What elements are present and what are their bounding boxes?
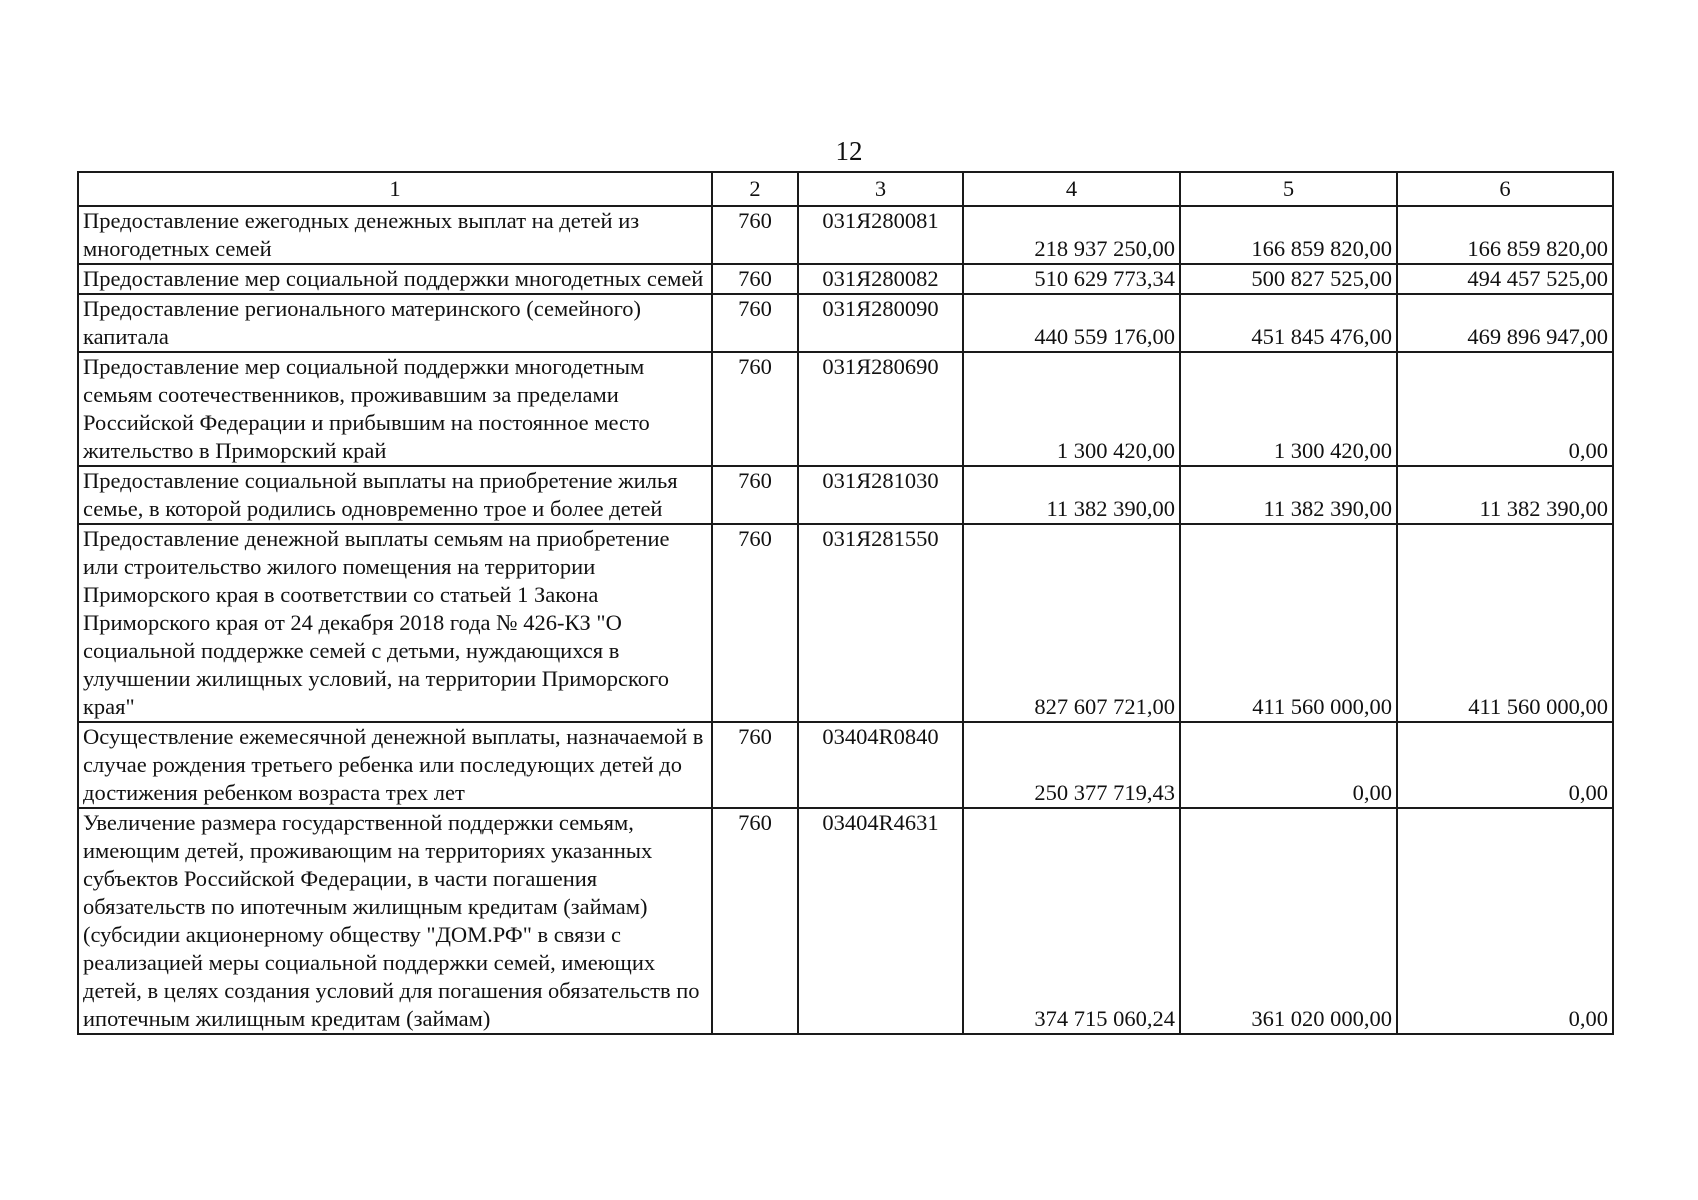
column-header-1: 1 (78, 172, 712, 206)
row-name: Осуществление ежемесячной денежной выплаты, назначаемой в случае рождения третьего ребенка или последующих детей до достижения ребенком возраста трех лет (78, 722, 712, 808)
row-code: 760 (712, 466, 798, 524)
row-target: 031Я281030 (798, 466, 963, 524)
row-name: Предоставление регионального материнского (семейного) капитала (78, 294, 712, 352)
table-row (78, 206, 1613, 264)
row-value-6: 411 560 000,00 (1397, 524, 1613, 722)
row-code: 760 (712, 206, 798, 264)
table-row (78, 466, 1613, 524)
row-target: 031Я281550 (798, 524, 963, 722)
row-name: Предоставление ежегодных денежных выплат на детей из многодетных семей (78, 206, 712, 264)
table-row (78, 264, 1613, 294)
page-number: 12 (835, 136, 863, 166)
column-header-3: 3 (798, 172, 963, 206)
row-value-6: 166 859 820,00 (1397, 206, 1613, 264)
row-code: 760 (712, 524, 798, 722)
row-target: 031Я280082 (798, 264, 963, 294)
row-value-6: 469 896 947,00 (1397, 294, 1613, 352)
row-value-4: 510 629 773,34 (963, 264, 1180, 294)
row-target: 031Я280081 (798, 206, 963, 264)
row-value-4: 250 377 719,43 (963, 722, 1180, 808)
row-value-5: 166 859 820,00 (1180, 206, 1397, 264)
budget-table (77, 171, 1614, 1035)
table-header-row (78, 172, 1613, 206)
row-target: 031Я280090 (798, 294, 963, 352)
table-row (78, 294, 1613, 352)
row-value-6: 494 457 525,00 (1397, 264, 1613, 294)
row-value-4: 218 937 250,00 (963, 206, 1180, 264)
column-header-6: 6 (1397, 172, 1613, 206)
row-code: 760 (712, 722, 798, 808)
table-row (78, 524, 1613, 722)
row-value-5: 361 020 000,00 (1180, 808, 1397, 1034)
row-value-4: 827 607 721,00 (963, 524, 1180, 722)
row-value-5: 0,00 (1180, 722, 1397, 808)
row-name: Предоставление социальной выплаты на приобретение жилья семье, в которой родились одновременно трое и более детей (78, 466, 712, 524)
row-value-6: 11 382 390,00 (1397, 466, 1613, 524)
column-header-5: 5 (1180, 172, 1397, 206)
table-row (78, 722, 1613, 808)
row-code: 760 (712, 808, 798, 1034)
row-value-6: 0,00 (1397, 352, 1613, 466)
row-name: Предоставление мер социальной поддержки многодетных семей (78, 264, 712, 294)
row-value-6: 0,00 (1397, 808, 1613, 1034)
row-value-4: 374 715 060,24 (963, 808, 1180, 1034)
row-value-6: 0,00 (1397, 722, 1613, 808)
column-header-4: 4 (963, 172, 1180, 206)
row-code: 760 (712, 264, 798, 294)
row-code: 760 (712, 352, 798, 466)
row-value-5: 411 560 000,00 (1180, 524, 1397, 722)
row-value-5: 451 845 476,00 (1180, 294, 1397, 352)
row-target: 03404R4631 (798, 808, 963, 1034)
row-value-4: 1 300 420,00 (963, 352, 1180, 466)
row-value-5: 500 827 525,00 (1180, 264, 1397, 294)
row-target: 031Я280690 (798, 352, 963, 466)
row-name: Предоставление денежной выплаты семьям на приобретение или строительство жилого помещения на территории Приморского края в соответствии со статьей 1 Закона Приморского края от 24 декабря 2018 года № 426-КЗ "О социальной поддержке семей с детьми, нуждающихся в улучшении жилищных условий, на территории Приморского края" (78, 524, 712, 722)
row-value-5: 1 300 420,00 (1180, 352, 1397, 466)
row-target: 03404R0840 (798, 722, 963, 808)
table-row (78, 352, 1613, 466)
table-row (78, 808, 1613, 1034)
row-value-4: 11 382 390,00 (963, 466, 1180, 524)
column-header-2: 2 (712, 172, 798, 206)
row-name: Увеличение размера государственной поддержки семьям, имеющим детей, проживающим на территориях указанных субъектов Российской Федерации, в части погашения обязательств по ипотечным жилищным кредитам (займам) (субсидии акционерному обществу "ДОМ.РФ" в связи с реализацией меры социальной поддержки семей, имеющих детей, в целях создания условий для погашения обязательств по ипотечным жилищным кредитам (займам) (78, 808, 712, 1034)
row-name: Предоставление мер социальной поддержки многодетным семьям соотечественников, проживавшим за пределами Российской Федерации и прибывшим на постоянное место жительство в Приморский край (78, 352, 712, 466)
row-value-5: 11 382 390,00 (1180, 466, 1397, 524)
row-code: 760 (712, 294, 798, 352)
row-value-4: 440 559 176,00 (963, 294, 1180, 352)
